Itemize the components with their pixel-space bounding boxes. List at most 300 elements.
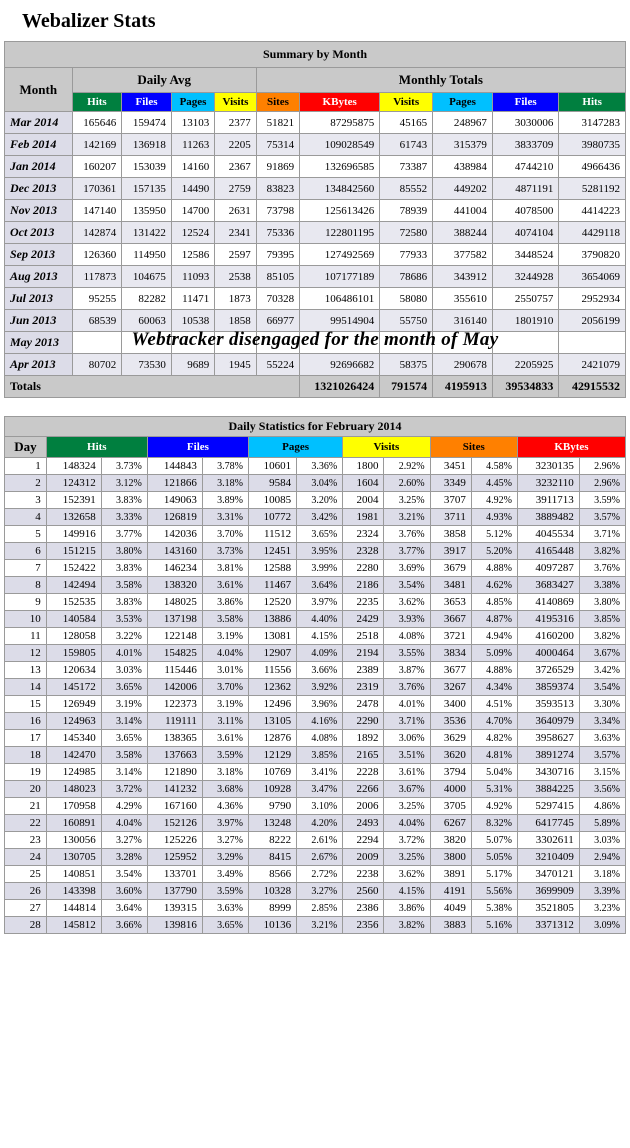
daily-table-head: [5, 417, 626, 458]
daily-cell-kbytes-pct: 2.96%: [579, 475, 625, 492]
daily-cell-hits-pct: 3.28%: [101, 849, 147, 866]
summary-cell: 2759: [215, 178, 257, 200]
summary-cell: 11471: [171, 288, 214, 310]
daily-cell-hits: 149916: [46, 526, 101, 543]
daily-cell-sites: 3349: [430, 475, 471, 492]
table-row: [5, 526, 626, 543]
daily-cell-pages: 8415: [248, 849, 296, 866]
daily-cell-sites: 3536: [430, 713, 471, 730]
daily-cell-pages-pct: 2.61%: [297, 832, 343, 849]
daily-cell-visits-pct: 3.62%: [384, 594, 430, 611]
table-row: [5, 611, 626, 628]
summary-row-month[interactable]: Feb 2014: [5, 134, 73, 156]
daily-cell-hits: 145340: [46, 730, 101, 747]
summary-cell: 377582: [433, 244, 493, 266]
table-row: [5, 560, 626, 577]
daily-cell-sites: 3653: [430, 594, 471, 611]
daily-cell-files-pct: 3.18%: [202, 475, 248, 492]
daily-row-day: 2: [5, 475, 47, 492]
table-row: [5, 156, 626, 178]
daily-cell-files-pct: 3.19%: [202, 696, 248, 713]
daily-cell-pages-pct: 4.15%: [297, 628, 343, 645]
summary-row-month[interactable]: Sep 2013: [5, 244, 73, 266]
summary-cell: 68539: [72, 310, 122, 332]
table-row: [5, 764, 626, 781]
daily-cell-kbytes: 3302611: [517, 832, 579, 849]
daily-cell-files-pct: 3.11%: [202, 713, 248, 730]
daily-cell-visits-pct: 3.25%: [384, 492, 430, 509]
summary-column-header-row: [5, 93, 626, 112]
summary-cell: 95255: [72, 288, 122, 310]
daily-cell-hits: 142494: [46, 577, 101, 594]
daily-cell-kbytes: 6417745: [517, 815, 579, 832]
daily-cell-pages: 11467: [248, 577, 296, 594]
summary-header-monthly-totals: Monthly Totals: [256, 68, 625, 93]
daily-cell-pages: 12907: [248, 645, 296, 662]
daily-cell-visits: 2266: [343, 781, 384, 798]
daily-cell-sites: 3677: [430, 662, 471, 679]
table-row: [5, 832, 626, 849]
daily-cell-visits: 1892: [343, 730, 384, 747]
daily-row-day: 9: [5, 594, 47, 611]
summary-row-month[interactable]: Jul 2013: [5, 288, 73, 310]
daily-cell-kbytes: 3593513: [517, 696, 579, 713]
summary-cell: 316140: [433, 310, 493, 332]
summary-cell: 58375: [380, 354, 433, 376]
daily-row-day: 21: [5, 798, 47, 815]
daily-cell-visits-pct: 3.76%: [384, 679, 430, 696]
daily-col-day: Day: [5, 437, 47, 458]
daily-cell-kbytes-pct: 3.42%: [579, 662, 625, 679]
daily-cell-kbytes-pct: 3.34%: [579, 713, 625, 730]
daily-cell-hits-pct: 3.66%: [101, 917, 147, 934]
daily-cell-pages: 9584: [248, 475, 296, 492]
daily-cell-pages: 12876: [248, 730, 296, 747]
summary-cell: 126360: [72, 244, 122, 266]
daily-cell-kbytes: 4045534: [517, 526, 579, 543]
summary-cell: 2538: [215, 266, 257, 288]
daily-cell-sites-pct: 4.62%: [471, 577, 517, 594]
daily-cell-visits-pct: 2.60%: [384, 475, 430, 492]
daily-cell-pages-pct: 3.36%: [297, 458, 343, 475]
daily-cell-hits: 145172: [46, 679, 101, 696]
daily-cell-sites-pct: 4.93%: [471, 509, 517, 526]
summary-cell: 12586: [171, 244, 214, 266]
daily-cell-files: 141232: [147, 781, 202, 798]
daily-cell-pages: 11556: [248, 662, 296, 679]
daily-cell-visits-pct: 3.82%: [384, 917, 430, 934]
summary-totals-row: [5, 376, 626, 398]
daily-cell-visits: 2493: [343, 815, 384, 832]
table-row: [5, 730, 626, 747]
daily-cell-files: 121866: [147, 475, 202, 492]
summary-cell: 11093: [171, 266, 214, 288]
summary-cell: 142169: [72, 134, 122, 156]
summary-cell: 3448524: [492, 244, 559, 266]
daily-row-day: 16: [5, 713, 47, 730]
daily-cell-files: 149063: [147, 492, 202, 509]
daily-cell-kbytes: 3430716: [517, 764, 579, 781]
daily-cell-hits-pct: 3.65%: [101, 730, 147, 747]
daily-cell-sites: 3858: [430, 526, 471, 543]
summary-cell: 58080: [380, 288, 433, 310]
daily-row-day: 17: [5, 730, 47, 747]
daily-cell-pages: 8999: [248, 900, 296, 917]
daily-cell-kbytes-pct: 2.94%: [579, 849, 625, 866]
daily-cell-pages-pct: 4.16%: [297, 713, 343, 730]
daily-cell-kbytes: 3891274: [517, 747, 579, 764]
daily-cell-sites: 3679: [430, 560, 471, 577]
daily-col-hits[interactable]: Hits: [46, 437, 147, 458]
daily-cell-sites: 3620: [430, 747, 471, 764]
daily-cell-kbytes-pct: 3.82%: [579, 543, 625, 560]
daily-cell-pages: 12588: [248, 560, 296, 577]
summary-cell: 14490: [171, 178, 214, 200]
summary-cell: 134842560: [300, 178, 380, 200]
daily-cell-kbytes: 3470121: [517, 866, 579, 883]
daily-cell-sites: 3711: [430, 509, 471, 526]
summary-cell: 5281192: [559, 178, 626, 200]
daily-cell-visits: 2235: [343, 594, 384, 611]
daily-cell-hits-pct: 4.04%: [101, 815, 147, 832]
daily-cell-visits: 2186: [343, 577, 384, 594]
daily-row-day: 20: [5, 781, 47, 798]
summary-cell: 125613426: [300, 200, 380, 222]
summary-caption-row: [5, 42, 626, 68]
summary-cell: 159474: [122, 112, 172, 134]
daily-cell-hits: 140851: [46, 866, 101, 883]
summary-cell: 4078500: [492, 200, 559, 222]
daily-row-day: 22: [5, 815, 47, 832]
daily-cell-sites: 3800: [430, 849, 471, 866]
summary-col-avg-pages[interactable]: Pages: [171, 93, 214, 112]
daily-cell-files: 144843: [147, 458, 202, 475]
daily-cell-sites: 3707: [430, 492, 471, 509]
table-row: [5, 458, 626, 475]
daily-cell-kbytes: 4165448: [517, 543, 579, 560]
daily-cell-pages-pct: 3.92%: [297, 679, 343, 696]
daily-cell-files-pct: 3.58%: [202, 611, 248, 628]
summary-cell: 85105: [256, 266, 299, 288]
daily-cell-visits: 2009: [343, 849, 384, 866]
summary-cell: 45165: [380, 112, 433, 134]
daily-row-day: 18: [5, 747, 47, 764]
summary-cell: 70328: [256, 288, 299, 310]
daily-cell-hits: 124312: [46, 475, 101, 492]
summary-cell: 2377: [215, 112, 257, 134]
daily-cell-pages-pct: 3.97%: [297, 594, 343, 611]
table-row: [5, 713, 626, 730]
daily-row-day: 26: [5, 883, 47, 900]
daily-cell-files-pct: 3.18%: [202, 764, 248, 781]
daily-cell-hits-pct: 3.58%: [101, 577, 147, 594]
summary-cell: 388244: [433, 222, 493, 244]
daily-cell-sites-pct: 5.56%: [471, 883, 517, 900]
summary-cell: 2631: [215, 200, 257, 222]
daily-cell-visits-pct: 3.86%: [384, 900, 430, 917]
daily-row-day: 28: [5, 917, 47, 934]
summary-cell: 4074104: [492, 222, 559, 244]
summary-cell: 13103: [171, 112, 214, 134]
daily-cell-sites: 3721: [430, 628, 471, 645]
summary-row-month[interactable]: Nov 2013: [5, 200, 73, 222]
daily-cell-kbytes-pct: 3.23%: [579, 900, 625, 917]
daily-cell-sites-pct: 5.31%: [471, 781, 517, 798]
daily-cell-sites-pct: 5.17%: [471, 866, 517, 883]
daily-cell-files-pct: 3.65%: [202, 917, 248, 934]
daily-cell-files-pct: 3.70%: [202, 679, 248, 696]
summary-totals-label: Totals: [5, 376, 300, 398]
table-row: [5, 266, 626, 288]
daily-cell-hits: 159805: [46, 645, 101, 662]
table-row: [5, 628, 626, 645]
daily-cell-hits: 130056: [46, 832, 101, 849]
daily-cell-files: 125226: [147, 832, 202, 849]
summary-row-month[interactable]: Jun 2013: [5, 310, 73, 332]
summary-totals-hits: 42915532: [559, 376, 626, 398]
daily-cell-kbytes: 3232110: [517, 475, 579, 492]
daily-cell-kbytes: 4097287: [517, 560, 579, 577]
daily-cell-kbytes-pct: 3.56%: [579, 781, 625, 798]
daily-cell-pages: 13081: [248, 628, 296, 645]
daily-cell-files-pct: 3.59%: [202, 883, 248, 900]
daily-cell-hits: 142470: [46, 747, 101, 764]
daily-col-visits[interactable]: Visits: [343, 437, 430, 458]
summary-cell: 343912: [433, 266, 493, 288]
daily-cell-visits-pct: 3.21%: [384, 509, 430, 526]
daily-cell-hits: 160891: [46, 815, 101, 832]
summary-cell: 75314: [256, 134, 299, 156]
daily-cell-visits-pct: 3.55%: [384, 645, 430, 662]
daily-cell-visits-pct: 3.76%: [384, 526, 430, 543]
daily-cell-sites-pct: 4.85%: [471, 594, 517, 611]
summary-cell: [380, 332, 433, 354]
daily-cell-pages: 12129: [248, 747, 296, 764]
daily-cell-visits-pct: 3.71%: [384, 713, 430, 730]
daily-cell-kbytes-pct: 3.76%: [579, 560, 625, 577]
daily-cell-visits: 2356: [343, 917, 384, 934]
summary-cell: 11263: [171, 134, 214, 156]
daily-cell-pages: 13105: [248, 713, 296, 730]
daily-cell-pages: 12362: [248, 679, 296, 696]
table-row: [5, 178, 626, 200]
daily-cell-pages-pct: 3.47%: [297, 781, 343, 798]
daily-row-day: 11: [5, 628, 47, 645]
daily-cell-hits: 152422: [46, 560, 101, 577]
summary-cell: 14160: [171, 156, 214, 178]
summary-table-head: [5, 42, 626, 112]
summary-row-month[interactable]: May 2013: [5, 332, 73, 354]
table-row: [5, 310, 626, 332]
daily-cell-sites: 4049: [430, 900, 471, 917]
summary-col-tot-hits[interactable]: Hits: [559, 93, 626, 112]
daily-cell-pages: 11512: [248, 526, 296, 543]
daily-cell-pages: 10136: [248, 917, 296, 934]
table-row: [5, 747, 626, 764]
daily-cell-visits: 2194: [343, 645, 384, 662]
daily-cell-kbytes-pct: 3.63%: [579, 730, 625, 747]
daily-cell-files: 115446: [147, 662, 202, 679]
daily-cell-hits-pct: 3.19%: [101, 696, 147, 713]
daily-cell-kbytes: 3889482: [517, 509, 579, 526]
daily-cell-pages-pct: 3.21%: [297, 917, 343, 934]
daily-cell-pages: 10928: [248, 781, 296, 798]
daily-cell-pages-pct: 3.20%: [297, 492, 343, 509]
daily-cell-pages-pct: 3.99%: [297, 560, 343, 577]
summary-cell: 107177189: [300, 266, 380, 288]
summary-col-sites[interactable]: Sites: [256, 93, 299, 112]
daily-cell-sites-pct: 4.58%: [471, 458, 517, 475]
table-row: [5, 475, 626, 492]
summary-group-header-row: [5, 68, 626, 93]
daily-cell-pages: 13886: [248, 611, 296, 628]
daily-cell-pages-pct: 3.65%: [297, 526, 343, 543]
summary-row-month[interactable]: Oct 2013: [5, 222, 73, 244]
summary-cell: 73387: [380, 156, 433, 178]
daily-cell-sites-pct: 4.82%: [471, 730, 517, 747]
summary-cell: 10538: [171, 310, 214, 332]
daily-cell-kbytes-pct: 3.09%: [579, 917, 625, 934]
daily-cell-pages-pct: 4.09%: [297, 645, 343, 662]
daily-cell-sites: 3267: [430, 679, 471, 696]
summary-cell: 160207: [72, 156, 122, 178]
daily-cell-kbytes: 3884225: [517, 781, 579, 798]
summary-cell: [171, 332, 214, 354]
table-row: [5, 815, 626, 832]
summary-cell: 79395: [256, 244, 299, 266]
daily-cell-kbytes: 4195316: [517, 611, 579, 628]
daily-cell-files: 139315: [147, 900, 202, 917]
summary-row-month[interactable]: Dec 2013: [5, 178, 73, 200]
summary-cell: 55224: [256, 354, 299, 376]
daily-cell-files: 133701: [147, 866, 202, 883]
daily-cell-hits: 145812: [46, 917, 101, 934]
table-row: [5, 781, 626, 798]
daily-cell-hits-pct: 3.33%: [101, 509, 147, 526]
summary-cell: 132696585: [300, 156, 380, 178]
summary-cell: 2421079: [559, 354, 626, 376]
daily-col-files[interactable]: Files: [147, 437, 248, 458]
daily-cell-files-pct: 3.19%: [202, 628, 248, 645]
daily-cell-files-pct: 3.68%: [202, 781, 248, 798]
table-row: [5, 849, 626, 866]
daily-cell-sites: 4191: [430, 883, 471, 900]
daily-cell-hits: 128058: [46, 628, 101, 645]
daily-cell-hits-pct: 3.60%: [101, 883, 147, 900]
daily-cell-sites-pct: 4.45%: [471, 475, 517, 492]
daily-col-kbytes[interactable]: KBytes: [517, 437, 625, 458]
daily-cell-hits-pct: 3.64%: [101, 900, 147, 917]
daily-cell-kbytes-pct: 2.96%: [579, 458, 625, 475]
daily-cell-visits-pct: 3.67%: [384, 781, 430, 798]
daily-cell-pages: 12451: [248, 543, 296, 560]
daily-row-day: 8: [5, 577, 47, 594]
daily-cell-visits-pct: 3.61%: [384, 764, 430, 781]
daily-cell-visits: 2319: [343, 679, 384, 696]
summary-totals-visits: 791574: [380, 376, 433, 398]
summary-cell: [122, 332, 172, 354]
daily-cell-hits-pct: 4.29%: [101, 798, 147, 815]
table-row: [5, 244, 626, 266]
summary-col-tot-visits[interactable]: Visits: [380, 93, 433, 112]
daily-cell-kbytes: 4000464: [517, 645, 579, 662]
daily-cell-sites: 3451: [430, 458, 471, 475]
daily-cell-visits-pct: 3.62%: [384, 866, 430, 883]
daily-cell-kbytes: 3521805: [517, 900, 579, 917]
daily-col-pages[interactable]: Pages: [248, 437, 342, 458]
summary-row-month[interactable]: Aug 2013: [5, 266, 73, 288]
daily-cell-kbytes: 3210409: [517, 849, 579, 866]
daily-cell-visits: 2328: [343, 543, 384, 560]
daily-cell-files: 122373: [147, 696, 202, 713]
daily-cell-visits: 1981: [343, 509, 384, 526]
daily-cell-visits-pct: 2.92%: [384, 458, 430, 475]
table-row: [5, 798, 626, 815]
daily-cell-files-pct: 4.04%: [202, 645, 248, 662]
daily-cell-pages-pct: 3.95%: [297, 543, 343, 560]
table-row: [5, 200, 626, 222]
daily-cell-pages: 10085: [248, 492, 296, 509]
daily-row-day: 6: [5, 543, 47, 560]
daily-cell-files-pct: 3.49%: [202, 866, 248, 883]
daily-cell-files-pct: 3.78%: [202, 458, 248, 475]
summary-row-month[interactable]: Mar 2014: [5, 112, 73, 134]
daily-cell-files-pct: 4.36%: [202, 798, 248, 815]
daily-cell-hits-pct: 3.65%: [101, 679, 147, 696]
daily-cell-visits: 2294: [343, 832, 384, 849]
daily-cell-sites: 3667: [430, 611, 471, 628]
daily-cell-kbytes: 3958627: [517, 730, 579, 747]
summary-cell: 72580: [380, 222, 433, 244]
summary-col-avg-files[interactable]: Files: [122, 93, 172, 112]
daily-cell-hits-pct: 3.22%: [101, 628, 147, 645]
summary-row-month[interactable]: Jan 2014: [5, 156, 73, 178]
daily-cell-files: 125952: [147, 849, 202, 866]
daily-cell-sites-pct: 4.34%: [471, 679, 517, 696]
summary-cell: 1858: [215, 310, 257, 332]
summary-col-tot-files[interactable]: Files: [492, 93, 559, 112]
summary-header-daily-avg: Daily Avg: [72, 68, 256, 93]
daily-row-day: 27: [5, 900, 47, 917]
summary-col-kbytes[interactable]: KBytes: [300, 93, 380, 112]
summary-cell: 449202: [433, 178, 493, 200]
daily-row-day: 12: [5, 645, 47, 662]
summary-cell: 3244928: [492, 266, 559, 288]
daily-cell-pages-pct: 3.66%: [297, 662, 343, 679]
daily-cell-sites-pct: 5.05%: [471, 849, 517, 866]
daily-row-day: 10: [5, 611, 47, 628]
summary-cell: 1873: [215, 288, 257, 310]
summary-row-month[interactable]: Apr 2013: [5, 354, 73, 376]
daily-cell-visits-pct: 3.69%: [384, 560, 430, 577]
daily-cell-files: 139816: [147, 917, 202, 934]
daily-cell-hits: 148023: [46, 781, 101, 798]
daily-cell-kbytes-pct: 3.38%: [579, 577, 625, 594]
summary-table-body: [5, 112, 626, 376]
daily-cell-visits-pct: 4.01%: [384, 696, 430, 713]
daily-cell-hits-pct: 3.83%: [101, 594, 147, 611]
summary-col-avg-hits[interactable]: Hits: [72, 93, 122, 112]
summary-cell: 3833709: [492, 134, 559, 156]
daily-cell-pages-pct: 3.27%: [297, 883, 343, 900]
summary-col-avg-visits[interactable]: Visits: [215, 93, 257, 112]
daily-cell-files-pct: 3.70%: [202, 526, 248, 543]
summary-col-tot-pages[interactable]: Pages: [433, 93, 493, 112]
daily-cell-visits: 2324: [343, 526, 384, 543]
daily-col-sites[interactable]: Sites: [430, 437, 517, 458]
daily-cell-pages-pct: 3.04%: [297, 475, 343, 492]
daily-table-body: [5, 458, 626, 934]
